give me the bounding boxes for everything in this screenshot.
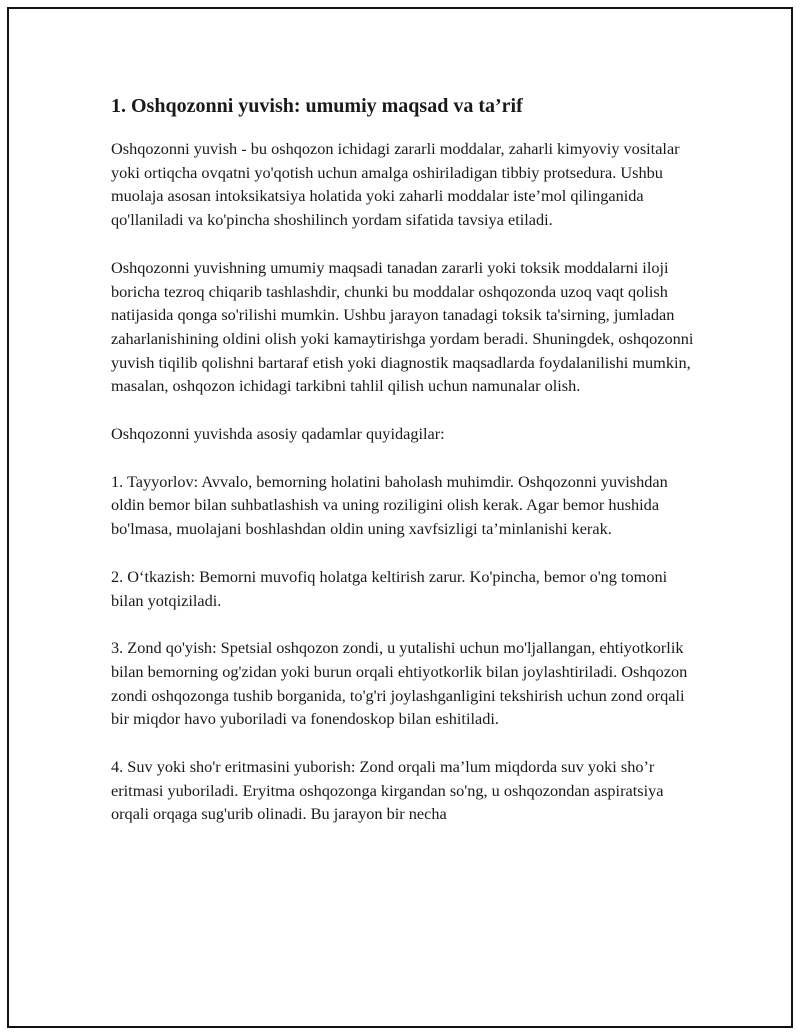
document-title: 1. Oshqozonni yuvish: umumiy maqsad va ta’rif: [111, 95, 523, 117]
steps-intro-paragraph: Oshqozonni yuvishda asosiy qadamlar quyidagilar:: [111, 424, 445, 444]
step-2-paragraph: 2. O‘tkazish: Bemorni muvofiq holatga keltirish zarur. Ko'pincha, bemor o'ng tomoni bilan yotqiziladi.: [111, 566, 668, 610]
step-1-paragraph: 1. Tayyorlov: Avvalo, bemorning holatini baholash muhimdir. Oshqozonni yuvishdan oldin bemor bilan suhbatlashish va uning roziligini olish kerak. Agar bemor hushida bo'lmasa, muolajani boshlashdan oldin uning xavfsizligi ta’minlanishi kerak.: [111, 471, 668, 539]
purpose-paragraph: Oshqozonni yuvishning umumiy maqsadi tanadan zararli yoki toksik moddalarni iloji boricha tezroq chiqarib tashlashdir, chunki bu moddalar oshqozonda uzoq vaqt qolish natijasida qonga so'rilishi mumkin. Ushbu jarayon tanadagi toksik ta'sirning, jumladan zaharlanishining oldini olish yoki kamaytirishga yordam beradi. Shuningdek, oshqozonni yuvish tiqilib qolishni bartaraf etish yoki diagnostik maqsadlarda foydalanilishi mumkin, masalan, oshqozon ichidagi tarkibni tahlil qilish uchun namunalar olish.: [111, 257, 694, 396]
intro-paragraph: Oshqozonni yuvish - bu oshqozon ichidagi zararli moddalar, zaharli kimyoviy vositalar yoki ortiqcha ovqatni yo'qotish uchun amalga oshiriladigan tibbiy protsedura. Ushbu muolaja asosan intoksikatsiya holatida yoki zaharli moddalar iste’mol qilinganida qo'llaniladi va ko'pincha shoshilinch yordam sifatida tavsiya etiladi.: [111, 139, 680, 230]
step-4-paragraph: 4. Suv yoki sho'r eritmasini yuborish: Zond orqali ma’lum miqdorda suv yoki sho’r eritmasi yuboriladi. Eryitma oshqozonga kirgandan so'ng, u oshqozondan aspiratsiya orqali orqaga sug'urib olinadi. Bu jarayon bir necha: [111, 757, 664, 824]
step-3-paragraph: 3. Zond qo'yish: Spetsial oshqozon zondi, u yutalishi uchun mo'ljallangan, ehtiyotkorlik bilan bemorning og'zidan yoki burun orqali ehtiyotkorlik bilan joylashtiriladi. Oshqozon zondi oshqozonga tushib borganida, to'g'ri joylashganligini tekshirish uchun zond orqali bir miqdor havo yuboriladi va fonendoskop bilan eshitiladi.: [111, 638, 688, 729]
document-body: [111, 92, 696, 850]
